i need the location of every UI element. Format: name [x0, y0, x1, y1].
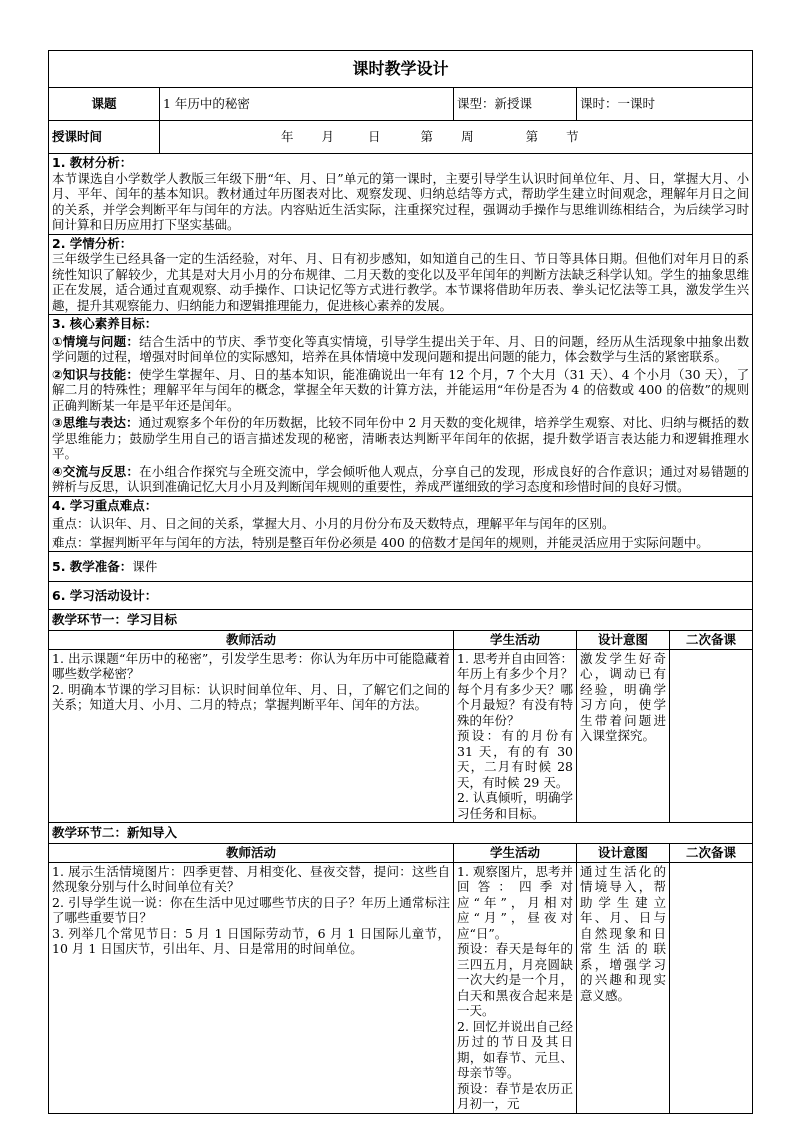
goal-text: 使学生掌握年、月、日的基本知识，能准确说出一年有 12 个月，7 个大月（31 天）、4 个小月（30 天），了解二月的特殊性；理解平年与闰年的概念，掌握全年天数的计算方法，并能运用“年份是否为 4 的倍数或 400 的倍数”的规则正确判断某一年是平年还是闰年。 — [52, 366, 750, 413]
col-student-activity: 学生活动 — [454, 631, 577, 650]
section-preparation — [49, 552, 753, 582]
teacher-activity-cell — [49, 862, 454, 1113]
goal-item — [52, 334, 749, 365]
second-prep-cell[interactable] — [670, 649, 753, 823]
lesson-type — [454, 88, 577, 121]
goal-label: ④交流与反思： — [52, 463, 140, 479]
student-activity-item: 1. 思考并自由回答：年历上有多少个月？每个月有多少天？哪个月最短？有没有特殊的年份？ — [457, 650, 573, 728]
student-activity-item: 2. 回忆并说出自己经历过的节日及其日期，如春节、元旦、母亲节等。 — [457, 1018, 573, 1080]
student-activity-item: 1. 观察图片，思考并回答：四季对应“年”，月相对应“月”，昼夜对应“日”。 — [457, 863, 573, 941]
lesson-type-value: 新授课 — [494, 96, 533, 112]
lesson-plan-page — [48, 50, 752, 1114]
design-intent-cell: 通过生活化的情境导入，帮助学生建立年、月、日与自然现象和日常生活的联系，增强学习的兴趣和现实意义感。 — [577, 862, 670, 1113]
student-activity-item: 预设：有的月份有 31 天，有的有 30 天，二月有时候 28 天，有时候 29 天。 — [457, 728, 573, 790]
topic-label: 课题 — [49, 88, 160, 121]
goal-label: ③思维与表达： — [52, 415, 139, 430]
section-text: 三年级学生已经具备一定的生活经验，对年、月、日有初步感知，如知道自己的生日、节日等具体日期。但他们对年月日的系统性知识了解较少，尤其是对大月小月的分布规律、二月天数的变化以及平年闰年的判断方法缺乏科学认知。学生的抽象思维正在发展，适合通过直观观察、动手操作、口诀记忆等方式进行教学。本节课将借助年历表、拳头记忆法等工具，激发学生兴趣，提升其观察能力、归纳能力和逻辑推理能力，促进核心素养的发展。 — [52, 251, 750, 313]
section-text: 本节课选自小学数学人教版三年级下册“年、月、日”单元的第一课时，主要引导学生认识时间单位年、月、日，掌握大月、小月、平年、闰年的基本知识。教材通过年历图表对比、观察发现、归纳总结等方式，帮助学生建立时间观念，理解年月日之间的关系，并学会判断平年与闰年的方法。内容贴近生活实际，注重探究过程，强调动手操作与思维训练相结合，为后续学习时间计算和日历应用打下坚实基础。 — [52, 170, 750, 232]
lesson-plan-table — [48, 50, 753, 1114]
col-student-activity: 学生活动 — [454, 844, 577, 863]
time-day: 日 — [368, 129, 381, 145]
teacher-activity-item: 1. 展示生活情境图片：四季更替、月相变化、昼夜交替，提问：这些自然现象分别与什么时间单位有关？ — [52, 863, 450, 894]
col-teacher-activity: 教师活动 — [49, 844, 454, 863]
teacher-activity-cell — [49, 649, 454, 823]
time-section-prefix: 第 — [525, 129, 539, 145]
section-key-points — [49, 496, 753, 552]
teacher-activity-item: 2. 明确本节课的学习目标：认识时间单位年、月、日，了解它们之间的关系；知道大月、小月、二月的特点；掌握判断平年、闰年的方法。 — [52, 681, 450, 712]
lesson-hours-label: 课时： — [580, 96, 618, 112]
lesson-type-label: 课型： — [457, 96, 495, 112]
time-week: 周 — [461, 129, 474, 145]
time-value — [160, 121, 753, 154]
teacher-activity-item: 3. 列举几个常见节日：5 月 1 日国际劳动节，6 月 1 日国际儿童节，10 月 1 日国庆节，引出年、月、日是常用的时间单位。 — [52, 925, 450, 956]
col-teacher-activity: 教师活动 — [49, 631, 454, 650]
col-design-intent: 设计意图 — [577, 631, 670, 650]
goal-item — [52, 464, 749, 495]
lesson-hours — [577, 88, 753, 121]
teacher-activity-item: 2. 引导学生说一说：你在生活中见过哪些节庆的日子？年历上通常标注了哪些重要节日？ — [52, 894, 450, 925]
section-textbook-analysis — [49, 154, 753, 235]
goal-item — [52, 415, 749, 462]
section-title: 1. 教材分析： — [52, 155, 133, 170]
key-point-text: 重点：认识年、月、日之间的关系，掌握大月、小月的月份分布及天数特点，理解平年与闰年的区别。 — [52, 516, 615, 531]
student-activity-item: 预设：春节是农历正月初一，元 — [457, 1080, 573, 1111]
teacher-activity-item: 1. 出示课题“年历中的秘密”，引发学生思考：你认为年历中可能隐藏着哪些数学秘密？ — [52, 650, 450, 681]
section-core-goals — [49, 315, 753, 497]
student-activity-cell — [454, 862, 577, 1113]
difficulty-text: 难点：掌握判断平年与闰年的方法，特别是整百年份必须是 400 的倍数才是闰年的规则，并能灵活应用于实际问题中。 — [52, 534, 709, 550]
time-section: 节 — [566, 129, 579, 145]
goal-label: ①情境与问题： — [52, 333, 140, 349]
page-title: 课时教学设计 — [49, 51, 753, 88]
goal-item — [52, 367, 749, 414]
col-second-prep: 二次备课 — [670, 631, 753, 650]
student-activity-item: 预设：春天是每年的三四五月，月亮圆缺一次大约是一个月，白天和黑夜合起来是一天。 — [457, 941, 573, 1018]
stage-title: 教学环节二：新知导入 — [49, 823, 753, 844]
goal-text: 结合生活中的节庆、季节变化等真实情境，引导学生提出关于年、月、日的问题，经历从生活现象中抽象出数学问题的过程，增强对时间单位的实际感知，培养在具体情境中发现问题和提出问题的能力，体会数学与生活的紧密联系。 — [52, 333, 750, 364]
time-year: 年 — [281, 129, 294, 145]
section-title: 3. 核心素养目标： — [52, 316, 158, 331]
second-prep-cell[interactable] — [670, 862, 753, 1113]
section-title: 5. 教学准备： — [52, 558, 133, 574]
section-activity-design: 6. 学习活动设计： — [49, 582, 753, 610]
goal-text: 通过观察多个年份的年历数据，比较不同年份中 2 月天数的变化规律，培养学生观察、对比、归纳与概括的数学思维能力；鼓励学生用自己的语言描述发现的秘密，清晰表达判断平年闰年的依据，提升数学语言表达能力和逻辑推理水平。 — [52, 415, 750, 461]
col-second-prep: 二次备课 — [670, 844, 753, 863]
student-activity-item: 2. 认真倾听，明确学习任务和目标。 — [457, 790, 573, 821]
section-title: 4. 学习重点难点： — [52, 497, 158, 513]
time-week-prefix: 第 — [420, 129, 434, 145]
preparation-value: 课件 — [132, 558, 158, 574]
goal-label: ②知识与技能： — [52, 366, 140, 382]
topic-value: 1 年历中的秘密 — [160, 88, 454, 121]
student-activity-cell — [454, 649, 577, 823]
time-label: 授课时间 — [49, 121, 160, 154]
design-intent-cell: 激发学生好奇心，调动已有经验，明确学习方向，使学生带着问题进入课堂探究。 — [577, 649, 670, 823]
section-student-analysis — [49, 234, 753, 315]
goal-text: 在小组合作探究与全班交流中，学会倾听他人观点，分享自己的发现，形成良好的合作意识；通过对易错题的辨析与反思，认识到准确记忆大月小月及判断闰年规则的重要性，养成严谨细致的学习态度和珍惜时间的良好习惯。 — [52, 463, 750, 494]
time-month: 月 — [321, 129, 335, 145]
col-design-intent: 设计意图 — [577, 844, 670, 863]
section-title: 2. 学情分析： — [52, 235, 133, 251]
stage-title: 教学环节一：学习目标 — [49, 610, 753, 631]
lesson-hours-value: 一课时 — [617, 96, 656, 112]
